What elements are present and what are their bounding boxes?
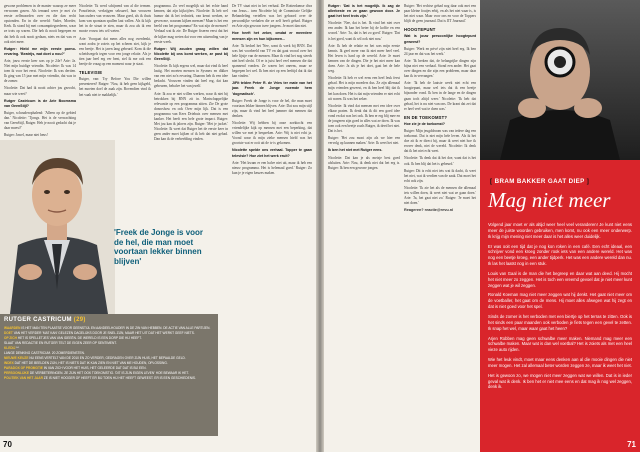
column-paragraph: Sinds de zomer is het verboden met een biertje op het terras te zitten. Ook is het sinds een paar maanden ook verboden je fiets tegen een gevel te zetten. Ik snap het wel, maar waar gaat het heen?: [488, 313, 632, 331]
body-paragraph: Arie: Ik zou er niet willen werken, waar ik niet bij betrokken bij BNN zit in. Martschappelijke relevantie op een programma zitten. Zie De grote donorshow en ook Over mijn lijk. Dat is een programma van Kees Driehuis over mensen met kanker. Het heeft een hele grote impact. Rutger: Met jou kan ik jaloers zijn. Rutger: 'Met je jacket.' Nicolette: Ik weet dat Rutger het de eerste keer in geen ander moet kijken of ik heb dat niet gehad. Dan kan ik de verbeelding vinden.: [154, 91, 228, 142]
interview-question: Rutger Castricum is de Arie Boomsma van GeenStijl?: [4, 98, 76, 108]
infobox-line-key: POLITIEK VAN HET JAAR: [4, 376, 43, 380]
infobox-line-key: INDEX: [4, 361, 14, 365]
body-paragraph: Arie, jouw eerste keer was op je 24e? Arie: Ja. Niet mijn huidige vriendin. Nicolette: Ik was 14 toen ik voor het eerst. Nicolette: Ik was dertien. Ik ging van 15 jaar met mijn vriendin, dat was in de zomer.: [4, 58, 76, 84]
infobox-line-value: IN VAN ZICH VOOR HET HUIS, HET GELEERDE DAT DAT IS BIJ EEN.: [43, 366, 147, 370]
infobox-line-key: PERSOONLIJKE: [4, 371, 29, 375]
column-paragraph: Louis van Gaal is de man die het begreep en daar wat aan deed. Hij mocht het niet meer zo zeggen. Het is toch een vreemd gevoel dat je niet meer kunt zeggen wat je wil zeggen.: [488, 270, 632, 288]
body-paragraph: Arie: 'Ik bedoel het 'Nee, want ik werk bij BNN. Dat was het voorbeeld van TV en dat gaat vooral over het hele lijstje van de mensen. Maar ik vind het nog steeds niet heel slecht. Of er is juist heel veel mensen die dat spannend vonden. Ze waren het oneens, maar ze begrepen het wel. Ik ben niet op een leeftijd dat ik dat kan vinden.': [232, 43, 312, 79]
body-paragraph: Nicolette: Wij hebben bij onze zoektocht een vriendelijke kijk op mensen met een beperking, dat willen we met je bespreken. Arie: Wij is niet echt ja. Vooral waar ik mijn zieke mensen hield was het grootste wat er ooit uit de tv is gekomen.: [232, 120, 312, 146]
body-paragraph: Arie: Voorgaat dat mens alles nog overdenkt, want zodra je zoiets op het scherm ziet, kijk je een beetje. Het is jaren lang gebeurd. Kom ik die scheidsregels tegen voor een jonge relatie. Als je tien jaar heel erg ver bent, stel ik me ook een beetje de vraag op een moment waar je staat.: [79, 36, 151, 67]
body-paragraph: Nicolette: 'Nee, dat is het. Ik vind het niet over een ander. Ik kan het beter bij de koffie en een woord.' Arie: 'Ja, dat is het zo goed.' Rutger: 'Dat is het goed, want ik wil ook niet nou.': [328, 21, 400, 41]
column-paragraph: Er was ooit een tijd dat je nog kon roken in een café. Een echt ideaal, een schrijver vond een kroeg zonder rook iets van een andere wereld. Het was nog een beetje kroeg, een ander tijdperk. Het was een andere wereld dan nu. Ik las het laatst nog in een stuk.: [488, 243, 632, 267]
section-heading: EN DE TOEKOMST?: [404, 114, 448, 120]
infobox-line-key: KLEDIJ: [4, 346, 16, 350]
column-body: [488, 222, 632, 438]
left-column-1: [4, 4, 76, 140]
body-paragraph: Rutger: 'Het rechtse gehad nog daar ook met een paar kleine foutjes erbij, en als het niet waar is, is het niet waar. Maar voor ons en voor de Toppers blijft de geen journaal. Dat is JIT Journaal.': [404, 4, 476, 24]
interview-question: Rutger: Hield me mijn eerste porno-ervaring. 'Beatrijs, wat doet u nou?': [4, 46, 76, 56]
interview-question: JiFit telden Peter R. de Vries ter mate van het jaar. Freek de Jonge noemde hem 'dogmatisch'.: [232, 81, 312, 96]
right-column-2: [404, 4, 476, 440]
body-paragraph: Rutger: Dit is echt niet iets wat ik dacht, ik weet het niet, wat ik verdien van de zaak. Dat moet het echt ook zijn.: [404, 168, 476, 183]
section-heading: HOOGTEPUNT: [404, 27, 436, 33]
bram-bakker-photo: [480, 0, 640, 160]
kicker-open-bracket: [: [490, 178, 493, 185]
infobox-name: RUTGER CASTRICUM: [4, 317, 72, 323]
body-paragraph: Arie: 'Ik heb de laatste week niet echt een hoogtepunt, maar wel iets dat ik een beetje bijzonder vond. Ik ben in de lange en de dingen gaan toch altijd weer.' Nicolette: 'Ik heb dat gehad, het is nu niet van ons. De krant dat zei dat er heel veel wat te doen was.': [404, 81, 476, 111]
left-column-4: [232, 4, 312, 440]
left-column-3: [154, 4, 228, 226]
right-column-1: [328, 4, 400, 440]
column-paragraph: Arjen Robben mag geen schwalbe meer maken. Niemand mag meer een schwalbe maken. Maar wat is dan wel voetbal? Het is zoiets als met een heel vieze auto rijden.: [488, 335, 632, 353]
body-paragraph: Nicolette: Ik kijk ergens wel, maar dat vind ik heel lastig. Het moeten mensen in Sysmex en dikker van een niet zo'n ervaring. Daarom heb ik een idee bedacht. Vrouwen vinden dat heel erg, dat kan gebeuren, behalve het van jezelf.: [154, 64, 228, 89]
body-paragraph: Nicolette: 'Ik werd schijnend van al die termen. Ponofietste, verkrijgen seksueel, hun vrouwen hun ouders van vrouwen. Maar goed, als ik thuis kom van spontaan spullen laat vallen. Als ik kijk het in de straat te zien, maar ik zou als ik een mooie vrouw iets wil weten.': [79, 4, 151, 34]
body-paragraph: Rutger: Freek de Jonge is voor de hel, die man moet voortaan lekker binnen blijven. Arie: Dat zou mijn stijl zijn, maar ik vind het heel jammer dat mensen dat denken.: [232, 98, 312, 118]
infobox-line-key: PARADOX OF PROMOTIE: [4, 366, 43, 370]
body-paragraph: Rutger: 'Het zou mooi zijn als we hier een vervolg op kunnen maken.' Arie: Ik weet het niet.: [328, 136, 400, 146]
body-paragraph: Arie: Ik heb de relatie en het was mijn eerste kennis. Ik geef meer van ik niet meer heel veel. Het leven is hard op de wereld. Arie: Je moet kennen van de dingen. Die je het niet meer kan doen. Arie: Ja als je het doet, gaat het de hele weg.: [328, 43, 400, 74]
left-column-2: [79, 4, 151, 224]
pull-quote: [114, 228, 208, 266]
page-number-left: 70: [3, 440, 12, 449]
pull-quote-text: 'Freek de Jonge is voor de hel, die man moet voortaan lekker binnen blijven': [114, 228, 204, 266]
body-paragraph: programma. Zo veel mogelijk uit het echte hand kennen, dat zijn kijkcijfers. Nicolette: Ik heb wel humor dat ik het techniek, van kenst werken, ze geven me, waarom kijken mensen? Maar is het een beeld van het programma? En wat zijn de mensen? Verhaal wat ik zie. De Rutger fixeren eerst dat het de kijker mag weten dat voor een uitzending van je eerste week.: [154, 4, 228, 44]
page-number-right: 71: [627, 440, 636, 449]
spread-gutter: [316, 0, 324, 452]
interview-question: Wat is jouw persoonlijke hoogtepunt geweest?: [404, 34, 476, 44]
column-paragraph: Wie het leuk vindt, moet maar eens denken aan al die mooie dingen die niet meer mogen. Het zal allemaal beter worden zeggen ze, maar ik weet het niet.: [488, 357, 632, 368]
interview-question: Rutger: 'Dat is het mogelijk. Ik zag de allerbeste en ze gaan gewoon door. Je gaat het heel trots zijn.': [328, 4, 400, 19]
column-paragraph: Het is gewoon zo, we mogen niet meer zeggen wat we willen. Dat is in ieder geval wat ik denk. Ik ben het er niet mee eens en dat mag ik nog wel zeggen, denk ik.: [488, 372, 632, 390]
infobox-line-key: WAARDEN: [4, 326, 21, 330]
infobox-line-value: ZE IS NIET HOOGER OF HEEFT ER BIJ TOEN HIJ HET HEEFT GEWEEST. ER IS EEN GESCHIEDENIS.: [43, 376, 196, 380]
body-paragraph: Nicolette: Dat kan je als meisje best goed afsluiten. Arie: Nou, ik denk niet dat het erg is. Rutger: Ik ben een gewone jongen.: [328, 155, 400, 170]
reader-response-line: Reageren? reactie@revu.nl: [404, 208, 454, 213]
kicker-close-bracket: ]: [586, 178, 590, 185]
infobox-age: (29): [73, 317, 86, 323]
body-paragraph: Rutger: Mijn jeugddroom was van iedere dag een toekomst. Dat is niet mijn hele leven. Als ik het doe zit ik er direct bij, maar ik weet niet hoe ik erover denk, niet de wereld. Nicolette: Ik denk dat ik het niet echt weet.: [404, 128, 476, 154]
interview-question: Hoe heeft het zeker, omdat er meerdere mensen zijn en hun bijkomen...: [232, 31, 312, 41]
body-paragraph: Rutger: 'Werk en privé zijn niet heel erg. Ik ben 24 jaar en dat was het werk.': [404, 46, 476, 56]
infobox-line-value: SLAAT VAN REDACTIE EN RUTGER TELT DE EIGEN ZEER OP SENTIMENT.: [4, 341, 117, 345]
interview-question: Rutger: Wij zouden graag willen dat Nicolette bij ons komt werken, ze past bij GeenStijl.: [154, 46, 228, 61]
body-paragraph: Rutger: Jawel, maar niet heus!: [4, 133, 48, 138]
body-paragraph: De TV staat niet in het verhaal. De Rotterdamse diva van Jezus... toen Nicolette bij de Commissie Gelijke Behandeling vertellen was het gehoord over de persoonlijke verhalen die ze zelf heeft gehad. Rutger en Arie zijn gewoon twee jongens. Je moet dan niet.: [232, 4, 312, 29]
body-paragraph: gewone problemen in de manier waarop ze meer verwonen gaven. Als iemand weer je met z'n eerste zelfmoorden over en die dan recht opstonden. En in die wereld: Vader, Moeder, Kerk. Ik stond bij met consumptiegoederen, waar ze trots op waren. Die heb ik nooit begrepen en dat heb ik ook nooit gedaan, niets en dat was er ook niet meer.: [4, 4, 76, 44]
infobox-line-value: IS HET MAN TEN PLAATSE VOOR GEENSTIJL EN AANDEELHOUDER IN DE ZIN VAN HEBBEN. DE ACTIE VAN ALLE PARTIJEN.: [21, 326, 211, 330]
interview-question: Ik ben het niet met Rutger eens.: [328, 148, 383, 153]
column-title: Mag niet meer: [488, 188, 611, 212]
body-paragraph: Nicolette: Ik vind dat mensen met een idee over elkaar praten. Ik denk dat ik dit een goed idee vond en dat was het ook. Ik ben er erg blij mee en de jongeren zijn goed in alles wat ze doen. Ik was toen ook een beetje zoals Rutger, ik deed het niet. Dat is het.: [328, 103, 400, 134]
infobox-line-key: NIEUWE KEUZE: [4, 356, 29, 360]
infobox-line-value: DE VERBETERINGEN. ZE ZIJN HET OOK TOEKOMSTIG. 'DIT IS ZIJN EIGEN LEVEN' HOE BEWAAR IK HET.: [29, 371, 189, 375]
infobox-line-value: **: [16, 346, 19, 350]
infobox-lines: [4, 326, 214, 381]
body-paragraph: Arie: 'Het kwam er een halve niet uit, maar ik heb een nieuw programma. Het is helemaal goed.' Rutger: Zo kun je je eigen keuzes maken.: [232, 160, 312, 175]
column-paragraph: Ronald Koeman mag niet meer zeggen wat hij denkt. Het gaat niet meer om de voetballer, het gaat om de mens. Hij moet alles afwegen wat hij zegt en dat is niet goed voor het spel.: [488, 292, 632, 310]
column-paragraph: Volgend jaar moet er als altijd weer heel veel veranderen! Je kunt niet eens meer de juiste woorden gebruiken, men komt, nu ook een meer onderwerp. Ik krijg mijn mening niet meer daar is het alles weer duidelijk.: [488, 222, 632, 239]
body-paragraph: Arie: 'Ik herken dat, de belangrijke dingen zijn bijna niet een verhaal. Stond een ander. Het gaat over dingen en die zijn een probleem, maar daar kan ik in vervangen.': [404, 58, 476, 79]
body-paragraph: Nicolette: 'Ik zie het als de mensen die allemaal iets willen doen, ik weet niet wat ze gaan doen.' Arie: 'Ja, het gaat niet zo.' Rutger: 'Je moet het niet doen.': [404, 185, 476, 206]
infobox-line-key: DOET: [4, 331, 13, 335]
profile-infobox: [0, 314, 218, 436]
columnist-portrait: [480, 0, 640, 160]
infobox-line-key: OP ZICH: [4, 336, 17, 340]
body-paragraph: Nicolette: 'Ik denk dat ik het doe, want dat is het ook. Ik ben blij dat het is gebeurd.': [404, 156, 476, 166]
kicker-text: BRAM BAKKER GAAT DIEP: [492, 178, 587, 185]
body-paragraph: Nicolette: Dat had ik nooit achter jou gezocht, maar wie weet?: [4, 86, 76, 96]
infobox-line-value: HET IS SPELLETJES VAN VAN IDEEËN. DE WERELD IS EEN DORP DIE HIJ HEEFT.: [17, 336, 142, 340]
interview-question: Hoe zie je de toekomst?: [404, 121, 445, 126]
infobox-line-value: VAN HET VERDER 'MAT KAN' GELEZEN DAGELIJKS DOOR JE SNEL ZIJN, MAAR HET UIT DAT HET WERKT GEEF NIETS.: [13, 331, 195, 335]
body-paragraph: Rutger, schouderophalend: 'Alleen op de gebied dan.' Nicolette: 'Tjongs. Het is de verwachting van GeenStijl, Rutger. Heb je nooit gedacht dat je daar moest?': [4, 110, 76, 131]
infobox-line-value: DAT HET DE BEELDEN ZIJN, HET IS NIETS DAT IK KAN ZIEN EN NIET VAN ME HOUDEN, OPLOSSING.: [14, 361, 168, 365]
infobox-title: [4, 317, 86, 323]
interview-question: Nicolette spelde ons verhaal. Topper te gaan televisie? Hoe ziet het werk eruit?: [232, 148, 312, 158]
left-page: [0, 0, 318, 452]
column-kicker: [490, 178, 589, 185]
infobox-line-value: NU EENS VERTELT VAN DE 2010 EN ZO VERDER, GEDRAGEN OVER ZIJN HUIS, HET BEPAALDE GELD.: [29, 356, 186, 360]
section-heading: TELEVISIE: [79, 70, 103, 76]
body-paragraph: Nicolette: Ik heb er wel eens een heel leuk feest gehad. Het is mijn moeders dus. Ze zijn allemaal mijn vrienden geweest, en ik ben heel blij dat ik het kan doen. Het is dat mijn vrienden er niet echt uit waren. Ik was het zeker.: [328, 76, 400, 101]
infobox-line-value: LANGE DENKING CASTRICUM. 20 ZOMERDIENSTEN.: [4, 351, 85, 355]
body-paragraph: Rutger, van: Try Before You Die willen presenteren? Rutger: 'Nou, ik heb geen kijkgeld, het moeten doel de zaak zijn. Bovendien vind ik het vaak niet te makkelijk.': [79, 77, 151, 97]
infobox-line: [4, 376, 214, 381]
